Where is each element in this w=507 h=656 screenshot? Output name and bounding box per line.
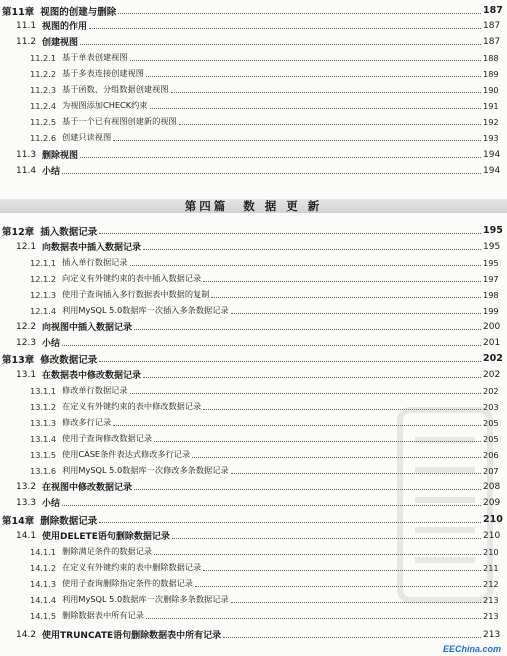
toc-number: 11.3 — [16, 149, 37, 160]
toc-number: 13.1.2 — [30, 401, 57, 412]
toc-title: 修改单行数据记录 — [62, 385, 128, 395]
toc-number: 11.4 — [16, 165, 37, 176]
toc-title: 修改数据记录 — [40, 354, 98, 366]
toc-title: 在数据表中修改数据记录 — [42, 371, 142, 381]
toc-number: 11.2.4 — [30, 100, 57, 111]
toc-subsection-row[interactable] — [0, 287, 507, 302]
toc-title: 创建视图 — [42, 38, 79, 48]
toc-subsection-row[interactable] — [0, 98, 507, 113]
toc-page-number: 207 — [483, 465, 499, 476]
toc-title: 基于单表创建视图 — [62, 52, 128, 62]
toc-leader-dots — [99, 223, 481, 234]
toc-leader-dots — [179, 114, 481, 125]
toc-title: 在定义有外键约束的表中修改数据记录 — [62, 401, 202, 411]
toc-leader-dots — [231, 303, 481, 314]
toc-title: 利用MySQL 5.0数据库一次插入多条数据记录 — [62, 305, 229, 315]
toc-title: 小结 — [42, 499, 61, 509]
toc-number: 14.1.5 — [30, 610, 57, 621]
toc-title: 删除数据表中所有记录 — [62, 610, 144, 620]
toc-title: 基于多表连接创建视图 — [62, 68, 144, 78]
toc-subsection-row[interactable] — [0, 383, 507, 398]
toc-leader-dots — [143, 239, 481, 250]
toc-page-number: 206 — [483, 449, 499, 460]
toc-title: 使用子查询插入多行数据表中数据的复制 — [62, 289, 210, 299]
toc-number: 11.2.1 — [30, 52, 57, 63]
eechina-logo[interactable]: EEChina.com — [442, 644, 501, 654]
toc-number: 第12章 — [2, 226, 35, 238]
toc-page-number: 199 — [483, 305, 499, 316]
toc-leader-dots — [134, 319, 481, 330]
toc-subsection-row[interactable] — [0, 66, 507, 81]
toc-number: 12.1.3 — [30, 289, 57, 300]
toc-title: 使用DELETE语句删除数据记录 — [42, 532, 170, 542]
toc-number: 11.1 — [16, 20, 37, 31]
toc-title: 删除满足条件的数据记录 — [62, 546, 153, 556]
toc-title: 视图的创建与删除 — [40, 6, 117, 18]
toc-number: 14.1.1 — [30, 546, 57, 557]
toc-page-number: 194 — [483, 165, 501, 176]
toc-subsection-row[interactable] — [0, 608, 507, 623]
toc-page-number: 191 — [483, 100, 499, 111]
toc-chapter-row[interactable] — [0, 351, 507, 366]
toc-number: 12.3 — [16, 337, 37, 348]
toc-page-number: 188 — [483, 52, 499, 63]
toc-leader-dots — [223, 627, 481, 638]
toc-page-number: 203 — [483, 401, 499, 412]
toc-number: 13.1.5 — [30, 449, 57, 460]
toc-number: 13.1 — [16, 369, 37, 380]
toc-subsection-row[interactable] — [0, 303, 507, 318]
toc-subsection-row[interactable] — [0, 114, 507, 129]
toc-section-row[interactable] — [0, 163, 507, 178]
toc-section-row[interactable] — [0, 34, 507, 49]
toc-page-number: 202 — [483, 369, 501, 380]
toc-section-row[interactable] — [0, 627, 507, 642]
toc-subsection-row[interactable] — [0, 271, 507, 286]
toc-leader-dots — [130, 383, 481, 394]
toc-title: 视图的作用 — [42, 22, 88, 32]
toc-page-number: 213 — [483, 610, 499, 621]
toc-number: 11.2.5 — [30, 116, 57, 127]
toc-chapter-row[interactable] — [0, 223, 507, 238]
toc-page-number: 210 — [483, 514, 503, 525]
toc-number: 12.2 — [16, 321, 37, 332]
toc-page-number: 210 — [483, 530, 501, 541]
toc-page-number: 197 — [483, 273, 499, 284]
toc-page-number: 202 — [483, 385, 499, 396]
toc-leader-dots — [80, 34, 481, 45]
toc-page-number: 189 — [483, 68, 499, 79]
toc-leader-dots — [171, 82, 482, 93]
toc-leader-dots — [99, 351, 481, 362]
toc-number: 13.1.1 — [30, 385, 57, 396]
toc-number: 11.2.3 — [30, 84, 57, 95]
toc-page-number: 187 — [483, 5, 503, 16]
toc-title: 插入数据记录 — [40, 226, 98, 238]
toc-page-number: 213 — [483, 594, 499, 605]
toc-subsection-row[interactable] — [0, 50, 507, 65]
toc-page-number: 202 — [483, 353, 503, 364]
toc-page-number: 208 — [483, 481, 501, 492]
toc-section-row[interactable] — [0, 147, 507, 162]
toc-title: 在视图中修改数据记录 — [42, 483, 133, 493]
toc-number: 11.2.6 — [30, 132, 57, 143]
toc-leader-dots — [80, 147, 481, 158]
toc-title: 创建只读视图 — [62, 132, 112, 142]
toc-title: 利用MySQL 5.0数据库一次修改多条数据记录 — [62, 465, 229, 475]
toc-leader-dots — [130, 255, 481, 266]
toc-page-number: 195 — [483, 225, 503, 236]
toc-leader-dots — [89, 18, 481, 29]
toc-leader-dots — [113, 130, 481, 141]
toc-chapter-row[interactable] — [0, 3, 507, 18]
toc-leader-dots — [143, 367, 481, 378]
toc-section-row[interactable] — [0, 239, 507, 254]
toc-title: 为视图添加CHECK约束 — [62, 100, 148, 110]
toc-title: 使用子查询删除指定条件的数据记录 — [62, 578, 194, 588]
toc-section-row[interactable] — [0, 319, 507, 334]
toc-number: 14.1.4 — [30, 594, 57, 605]
toc-title: 利用MySQL 5.0数据库一次删除多条数据记录 — [62, 594, 229, 604]
toc-title: 向定义有外键约束的表中插入数据记录 — [62, 273, 202, 283]
toc-leader-dots — [211, 287, 481, 298]
toc-page-number: 211 — [483, 562, 499, 573]
toc-title: 在定义有外键约束的表中删除数据记录 — [62, 562, 202, 572]
toc-number: 13.1.4 — [30, 433, 57, 444]
toc-page-number: 200 — [483, 321, 501, 332]
toc-subsection-row[interactable] — [0, 255, 507, 270]
toc-number: 13.1.6 — [30, 465, 57, 476]
toc-page-number: 198 — [483, 289, 499, 300]
toc-page-number: 201 — [483, 337, 501, 348]
toc-section-row[interactable] — [0, 335, 507, 350]
toc-number: 14.2 — [16, 629, 37, 640]
toc-page-number: 187 — [483, 36, 501, 47]
toc-title: 使用子查询修改数据记录 — [62, 433, 153, 443]
part-number: 第四篇 — [184, 199, 229, 213]
toc-number: 11.2.2 — [30, 68, 57, 79]
toc-number: 第11章 — [2, 6, 35, 18]
toc-page-number: 193 — [483, 132, 499, 143]
toc-title: 删除数据记录 — [40, 515, 98, 527]
toc-page-number: 205 — [483, 433, 499, 444]
toc-number: 14.1.2 — [30, 562, 57, 573]
toc-title: 修改多行记录 — [62, 417, 112, 427]
toc-number: 12.1 — [16, 241, 37, 252]
toc-page-number: 192 — [483, 116, 499, 127]
toc-number: 12.1.2 — [30, 273, 57, 284]
toc-title: 小结 — [42, 167, 61, 177]
toc-title: 使用TRUNCATE语句删除数据表中所有记录 — [42, 631, 222, 641]
toc-page-number: 190 — [483, 84, 499, 95]
toc-number: 12.1.4 — [30, 305, 57, 316]
toc-page-number: 194 — [483, 149, 501, 160]
toc-number: 11.2 — [16, 36, 37, 47]
toc-leader-dots — [150, 98, 482, 109]
toc-number: 13.1.3 — [30, 417, 57, 428]
toc-subsection-row[interactable] — [0, 130, 507, 145]
toc-title: 小结 — [42, 339, 61, 349]
toc-page-number: 210 — [483, 546, 499, 557]
toc-section-row[interactable] — [0, 367, 507, 382]
toc-number: 14.1.3 — [30, 578, 57, 589]
toc-title: 基于函数、分组数据创建视图 — [62, 84, 169, 94]
toc-section-row[interactable] — [0, 18, 507, 33]
toc-leader-dots — [146, 66, 481, 77]
toc-title: 使用CASE条件表达式修改多行记录 — [62, 449, 191, 459]
toc-subsection-row[interactable] — [0, 82, 507, 97]
toc-leader-dots — [118, 3, 481, 14]
toc-title: 基于一个已有视图创建新的视图 — [62, 116, 177, 126]
toc-title: 插入单行数据记录 — [62, 257, 128, 267]
toc-number: 13.3 — [16, 497, 37, 508]
toc-leader-dots — [130, 50, 481, 61]
part-banner-text — [181, 198, 327, 214]
toc-page-number: 195 — [483, 257, 499, 268]
watermark-seal — [380, 400, 507, 610]
toc-number: 第14章 — [2, 515, 35, 527]
part-banner — [0, 196, 507, 216]
toc-page-number: 212 — [483, 578, 499, 589]
toc-leader-dots — [62, 335, 481, 346]
toc-page-number: 213 — [483, 629, 501, 640]
toc-leader-dots — [203, 271, 481, 282]
part-title: 数 据 更 新 — [243, 199, 323, 213]
toc-leader-dots — [62, 163, 481, 174]
toc-number: 12.1.1 — [30, 257, 57, 268]
toc-title: 向视图中插入数据记录 — [42, 323, 133, 333]
toc-number: 第13章 — [2, 354, 35, 366]
toc-number: 13.2 — [16, 481, 37, 492]
toc-page-number: 187 — [483, 20, 501, 31]
toc-page-number: 205 — [483, 417, 499, 428]
toc-title: 向数据表中插入数据记录 — [42, 243, 142, 253]
toc-number: 14.1 — [16, 530, 37, 541]
toc-page-number: 195 — [483, 241, 501, 252]
toc-page-number: 209 — [483, 497, 501, 508]
toc-title: 删除视图 — [42, 151, 79, 161]
